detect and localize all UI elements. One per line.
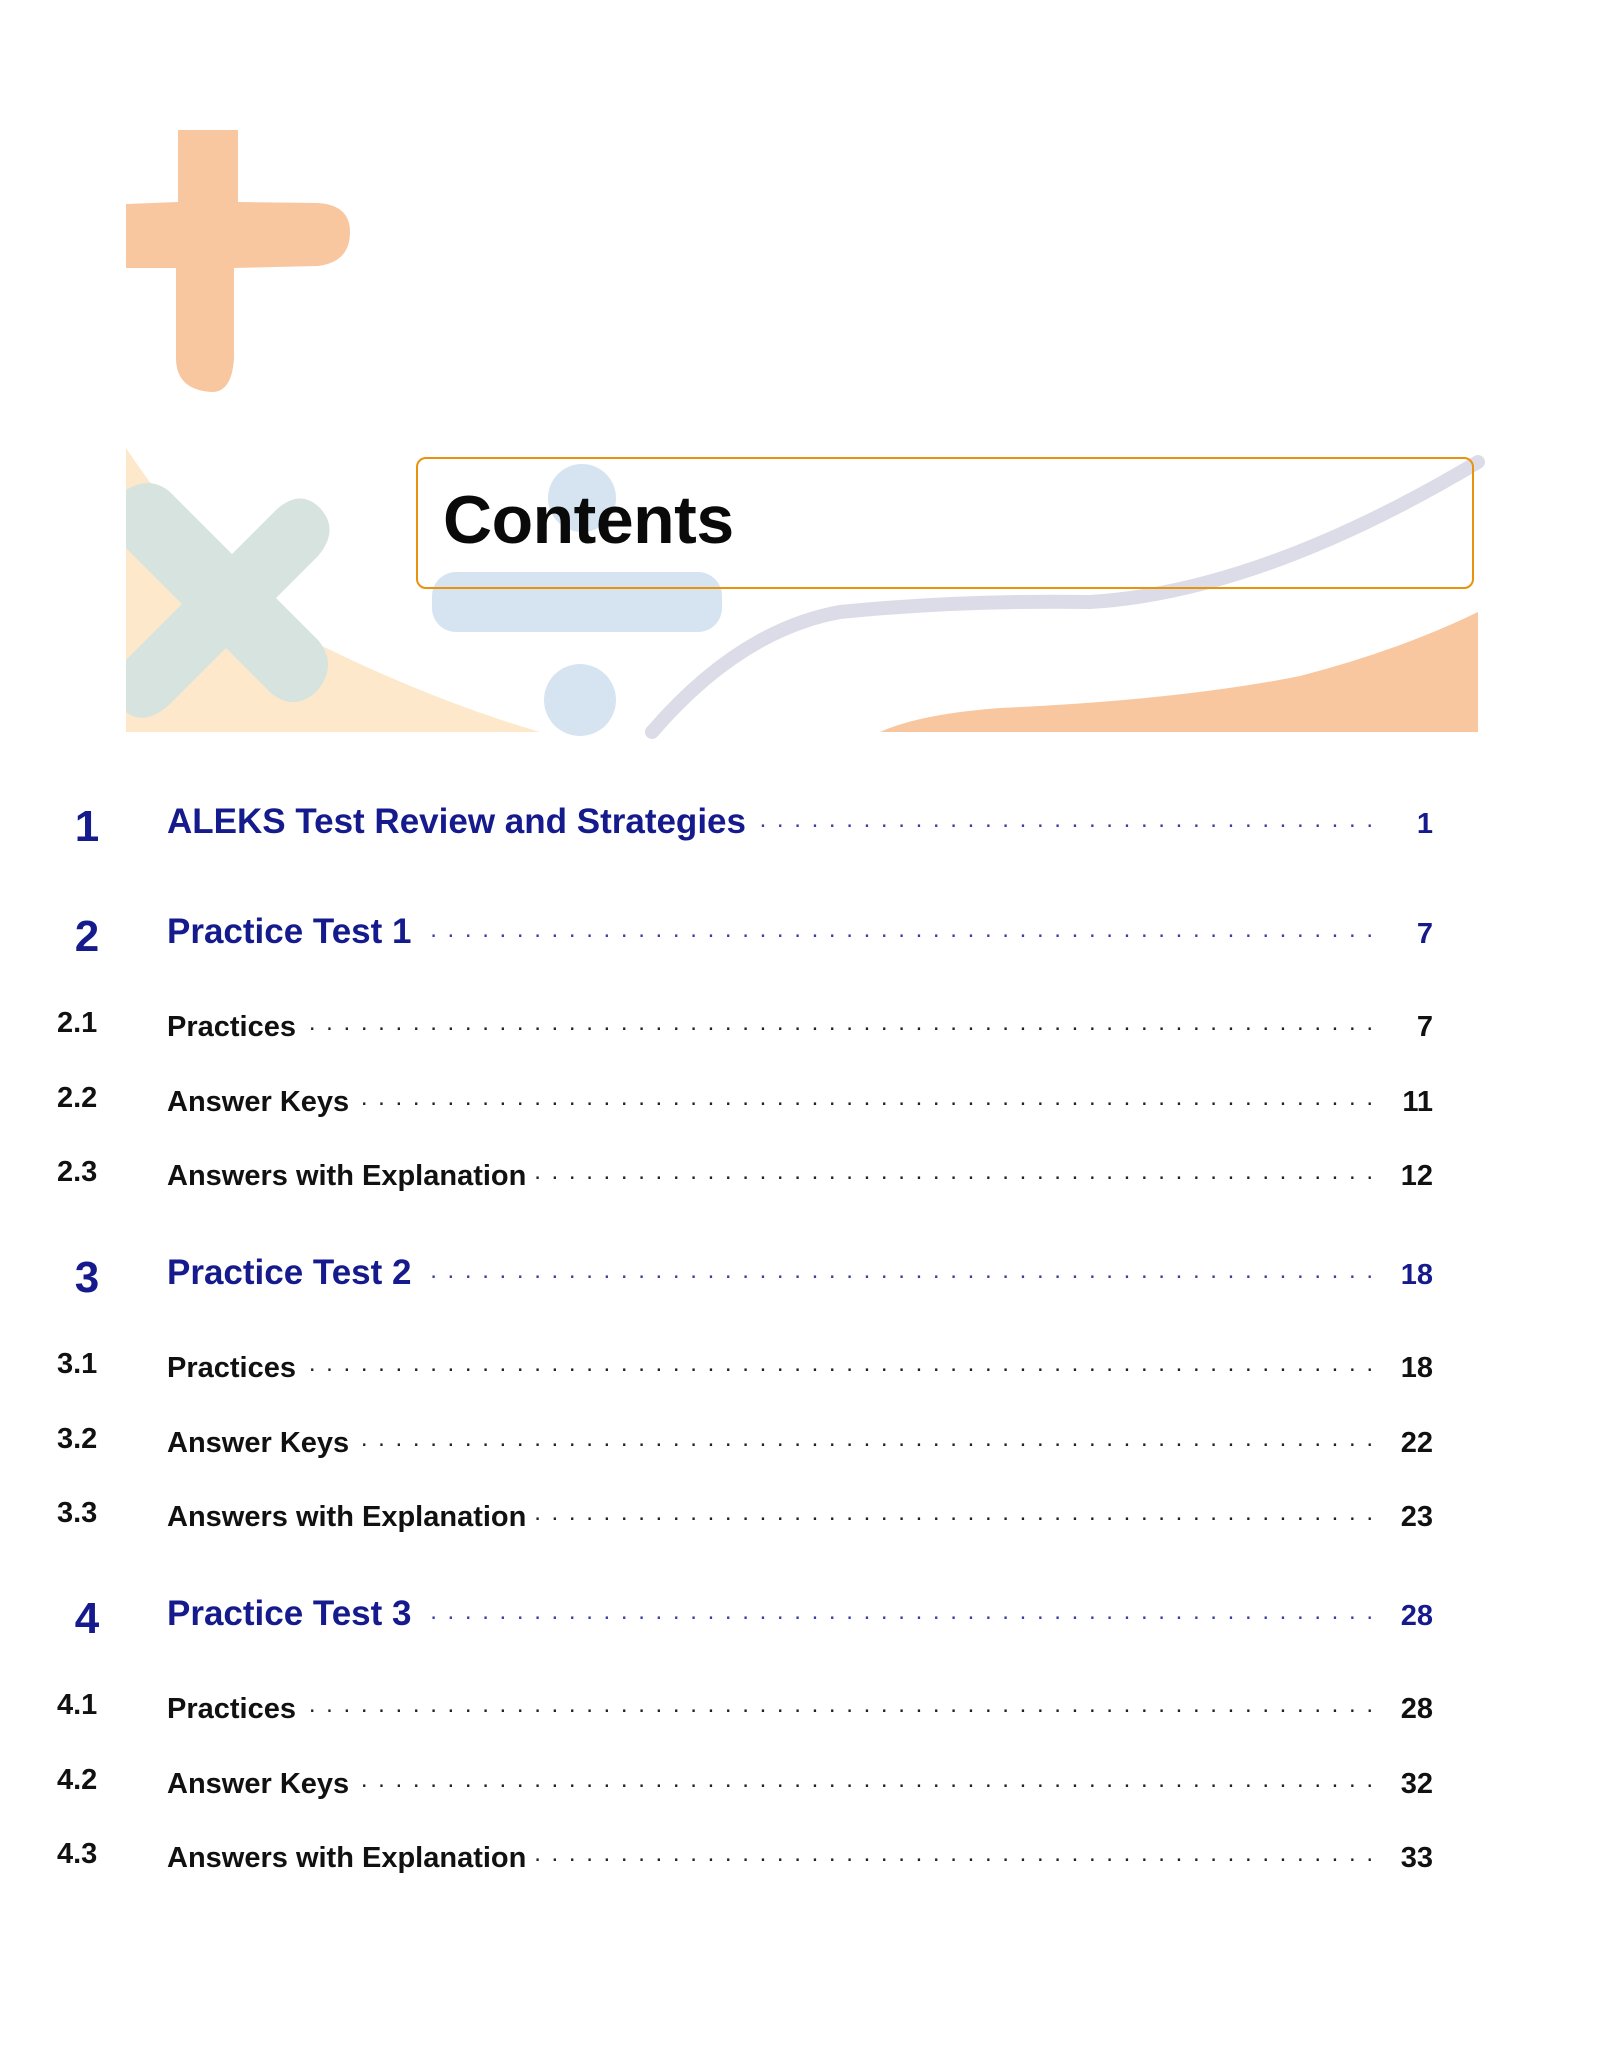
- dot-leader: [536, 1840, 1375, 1869]
- section-page-number[interactable]: 11: [1402, 1085, 1433, 1118]
- section-page-number[interactable]: 23: [1400, 1500, 1433, 1533]
- chapter-page-number[interactable]: 1: [1416, 808, 1433, 840]
- dot-leader: [359, 1425, 1375, 1454]
- section-title[interactable]: Answer Keys: [167, 1767, 350, 1800]
- decorative-banner: [0, 0, 1600, 760]
- section-title[interactable]: Answer Keys: [167, 1085, 350, 1118]
- section-title[interactable]: Practices: [167, 1351, 296, 1384]
- section-page-number[interactable]: 7: [1416, 1010, 1433, 1043]
- section-title[interactable]: Practices: [167, 1692, 296, 1725]
- chapter-entry: [167, 912, 1600, 952]
- section-number: 2.1: [57, 1007, 98, 1039]
- blue-circle-bottom: [544, 664, 616, 736]
- section-entry: [167, 1497, 1600, 1534]
- section-number: 2.2: [57, 1082, 98, 1114]
- chapter-title[interactable]: Practice Test 3: [167, 1594, 412, 1633]
- section-entry: [167, 1348, 1600, 1385]
- chapter-title[interactable]: Practice Test 1: [167, 912, 412, 951]
- section-entry: [167, 1082, 1600, 1119]
- section-title[interactable]: Answers with Explanation: [167, 1159, 527, 1192]
- dot-leader: [422, 1257, 1376, 1286]
- chapter-title[interactable]: Practice Test 2: [167, 1253, 412, 1292]
- section-title[interactable]: Answers with Explanation: [167, 1841, 527, 1874]
- section-entry: [167, 1689, 1600, 1726]
- section-title[interactable]: Answer Keys: [167, 1426, 350, 1459]
- dot-leader: [536, 1499, 1375, 1528]
- dot-leader: [536, 1158, 1375, 1187]
- section-number: 3.2: [57, 1423, 98, 1455]
- chapter-number: 4: [74, 1594, 100, 1643]
- section-entry: [167, 1838, 1600, 1875]
- chapter-page-number[interactable]: 28: [1400, 1600, 1433, 1632]
- section-entry: [167, 1764, 1600, 1801]
- section-title[interactable]: Answers with Explanation: [167, 1500, 527, 1533]
- section-number: 4.3: [57, 1838, 98, 1870]
- section-number: 3.3: [57, 1497, 98, 1529]
- section-page-number[interactable]: 33: [1400, 1841, 1433, 1874]
- dot-leader: [306, 1691, 1375, 1720]
- chapter-title[interactable]: ALEKS Test Review and Strategies: [167, 802, 746, 841]
- chapter-page-number[interactable]: 18: [1400, 1259, 1433, 1291]
- section-page-number[interactable]: 12: [1400, 1159, 1433, 1192]
- dot-leader: [756, 806, 1375, 835]
- section-entry: [167, 1156, 1600, 1193]
- plus-shape-icon: [126, 130, 350, 392]
- chapter-entry: [167, 802, 1600, 842]
- section-page-number[interactable]: 22: [1400, 1426, 1433, 1459]
- dot-leader: [359, 1766, 1375, 1795]
- dot-leader: [306, 1009, 1375, 1038]
- chapter-number: 2: [74, 912, 100, 961]
- orange-wave: [880, 612, 1478, 732]
- dot-leader: [306, 1350, 1375, 1379]
- dot-leader: [422, 916, 1376, 945]
- dot-leader: [359, 1084, 1375, 1113]
- chapter-number: 1: [74, 802, 100, 851]
- dot-leader: [422, 1598, 1376, 1627]
- section-number: 4.2: [57, 1764, 98, 1796]
- section-page-number[interactable]: 32: [1400, 1767, 1433, 1800]
- section-entry: [167, 1007, 1600, 1044]
- section-number: 4.1: [57, 1689, 98, 1721]
- section-page-number[interactable]: 28: [1400, 1692, 1433, 1725]
- section-number: 3.1: [57, 1348, 98, 1380]
- chapter-page-number[interactable]: 7: [1416, 918, 1433, 950]
- chapter-entry: [167, 1594, 1600, 1634]
- section-page-number[interactable]: 18: [1400, 1351, 1433, 1384]
- section-title[interactable]: Practices: [167, 1010, 296, 1043]
- section-number: 2.3: [57, 1156, 98, 1188]
- chapter-entry: [167, 1253, 1600, 1293]
- chapter-number: 3: [74, 1253, 100, 1302]
- page-title: Contents: [443, 482, 734, 558]
- section-entry: [167, 1423, 1600, 1460]
